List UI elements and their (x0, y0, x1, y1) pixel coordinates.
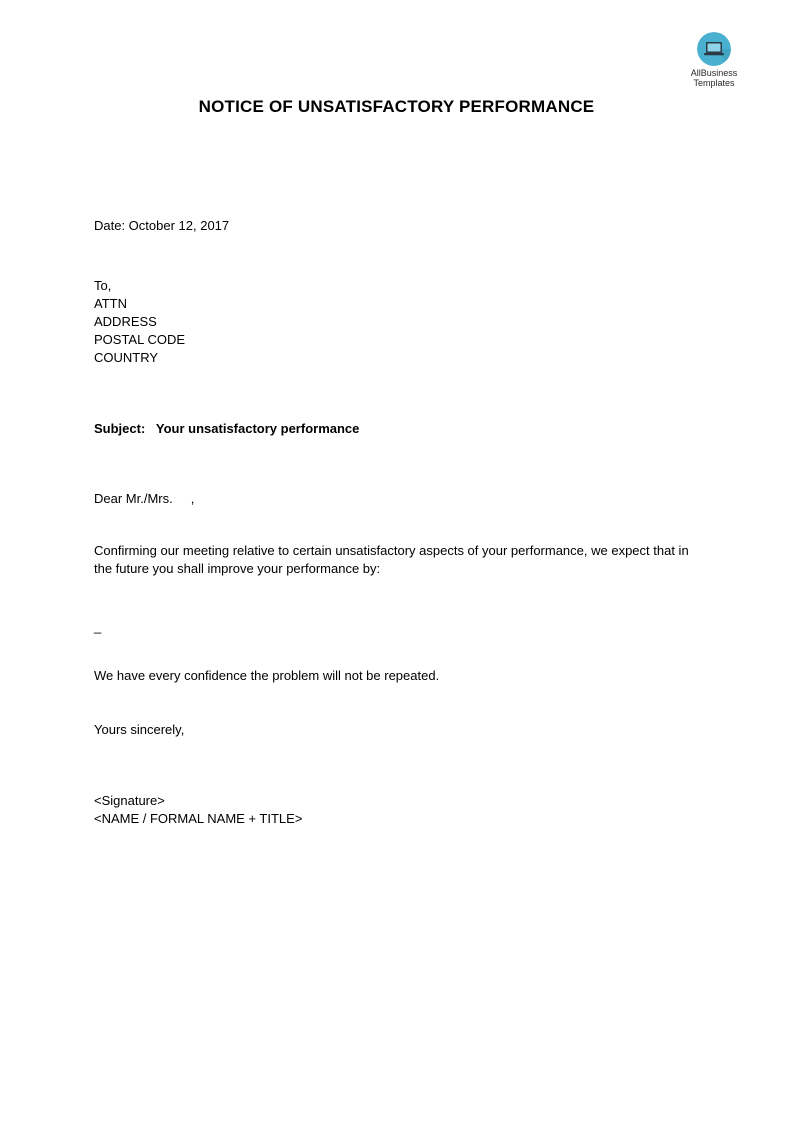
recipient-country: COUNTRY (94, 350, 159, 365)
recipient-attn: ATTN (94, 296, 127, 311)
recipient-postal-code: POSTAL CODE (94, 332, 186, 347)
salutation: Dear Mr./Mrs. , (94, 491, 195, 506)
confidence-line: We have every confidence the problem will not be repeated. (94, 668, 440, 683)
document-title: NOTICE OF UNSATISFACTORY PERFORMANCE (198, 97, 595, 116)
recipient-to: To, (94, 278, 112, 293)
subject-line (94, 420, 359, 438)
subject-text: Your unsatisfactory performance (155, 421, 360, 436)
laptop-icon (697, 32, 731, 66)
date-line: Date: October 12, 2017 (94, 218, 230, 233)
logo-text-line2: Templates (693, 78, 735, 88)
subject-label: Subject: (94, 421, 146, 436)
closing-line: Yours sincerely, (94, 722, 185, 737)
allbusiness-templates-logo (682, 32, 746, 88)
blank-list-item: _ (94, 619, 102, 634)
body-paragraph: Confirming our meeting relative to certain unsatisfactory aspects of your performance, we expect that in the future you shall improve your performance by: (94, 543, 689, 576)
recipient-address: ADDRESS (94, 314, 157, 329)
signature-placeholder: <Signature> (94, 793, 165, 808)
name-title-placeholder: <NAME / FORMAL NAME + TITLE> (94, 811, 303, 826)
logo-text-line1: AllBusiness (690, 68, 738, 78)
